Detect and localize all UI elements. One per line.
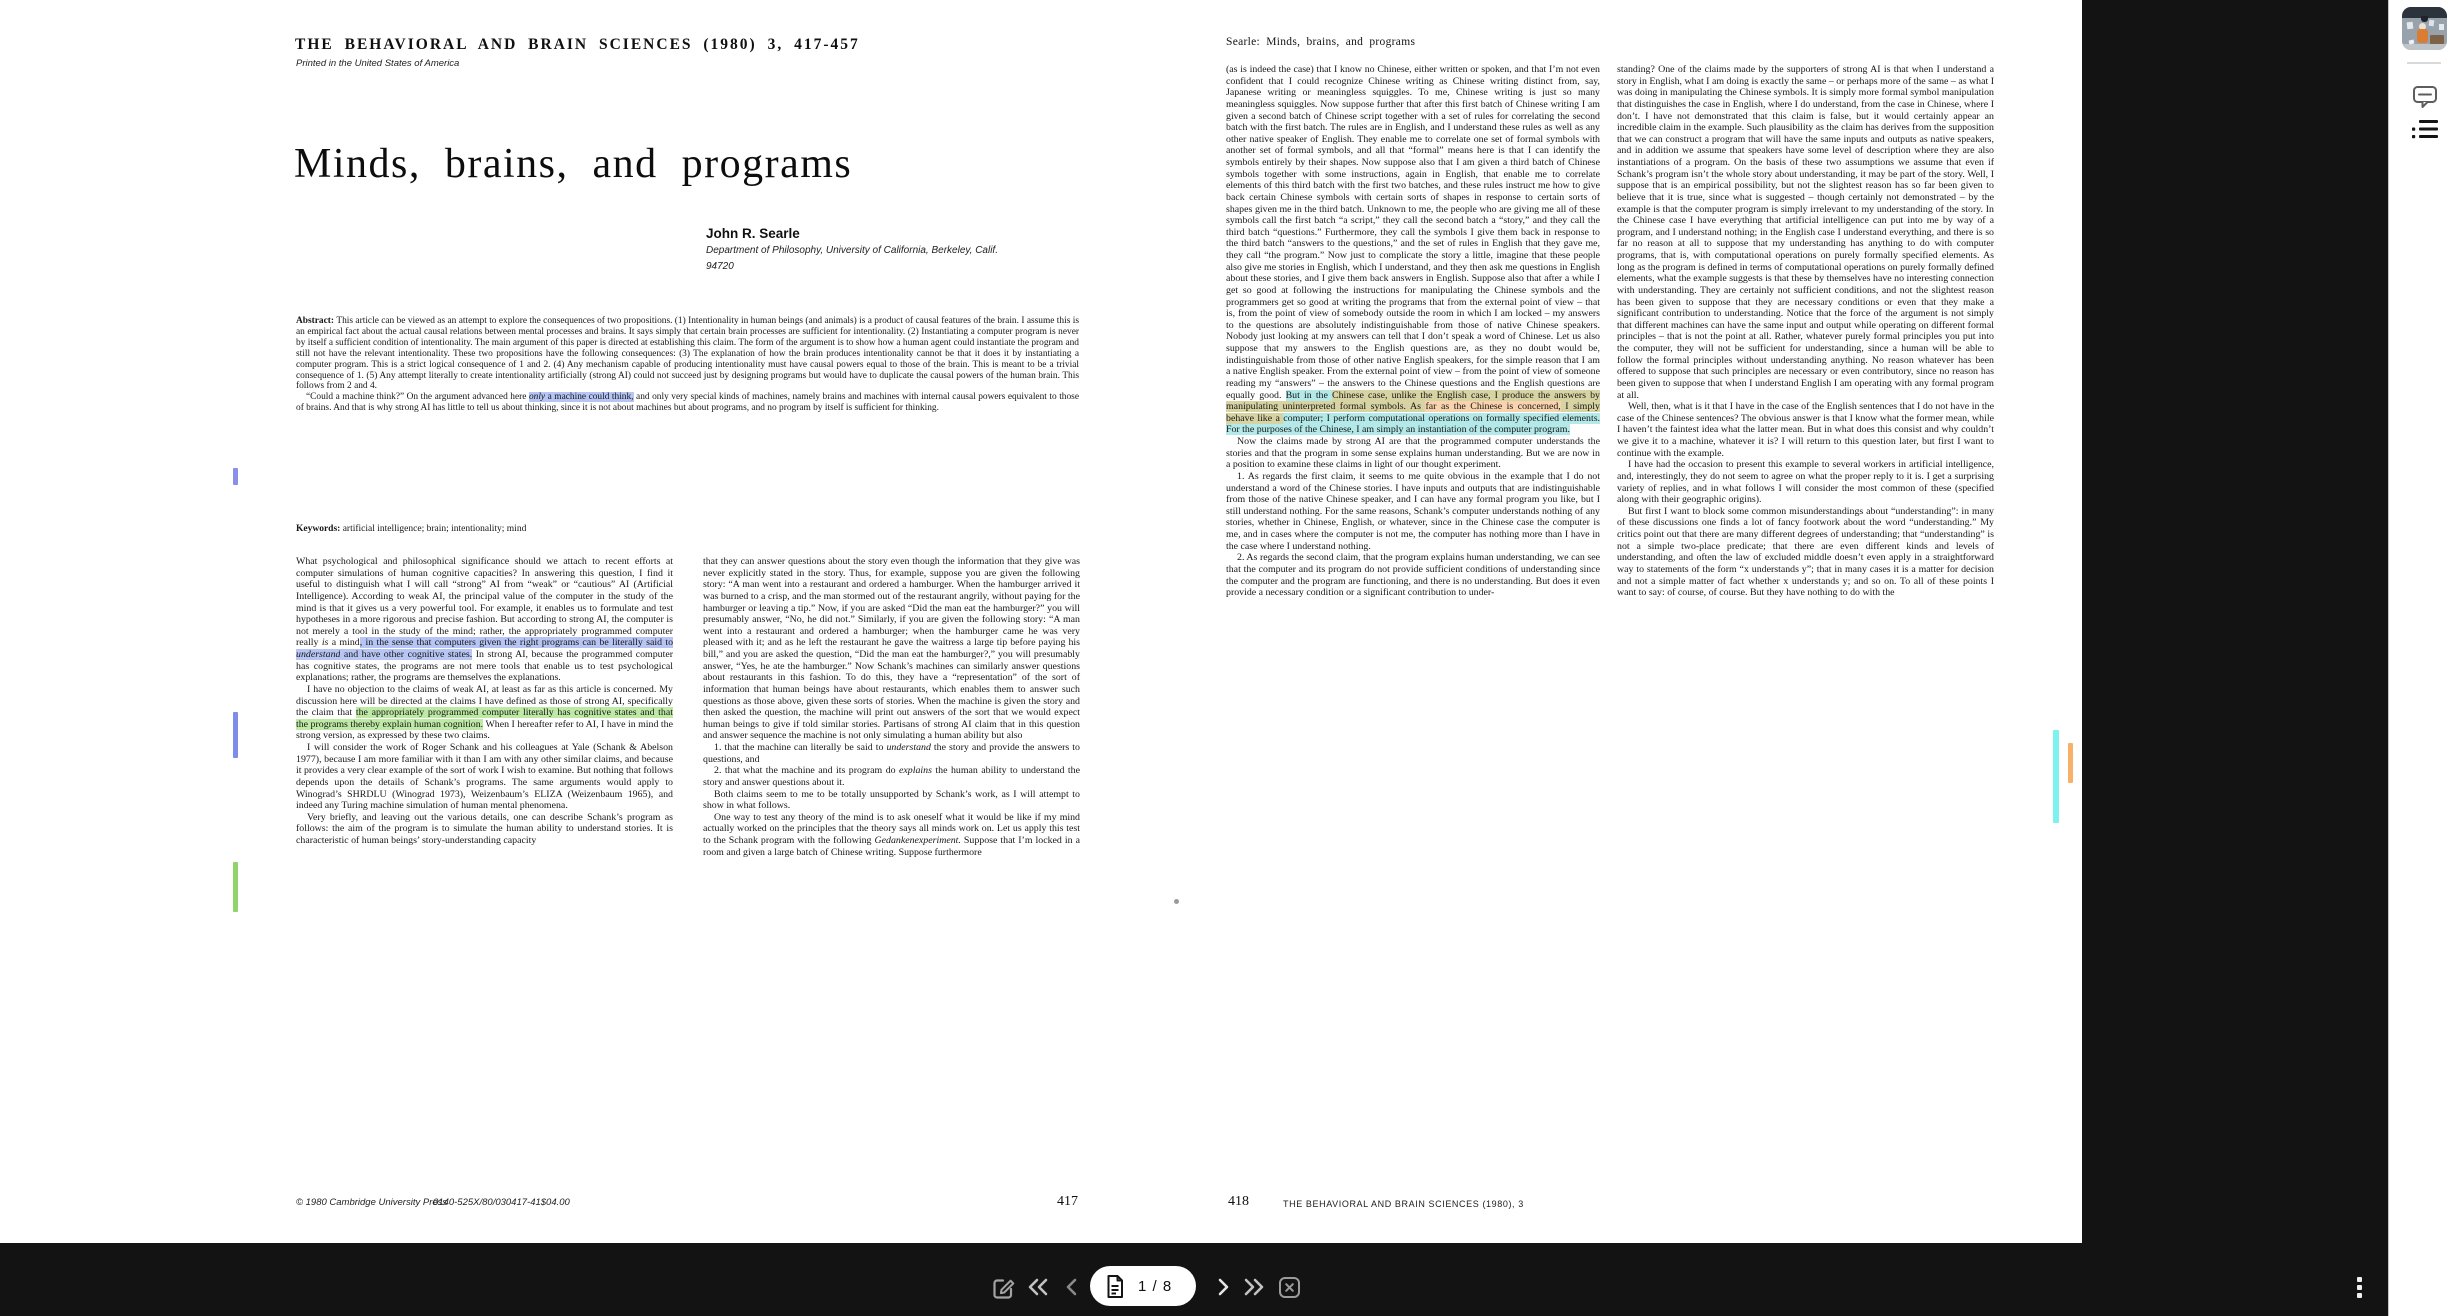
author-affiliation-line2: 94720	[706, 261, 734, 272]
annotation-dot[interactable]	[1174, 899, 1179, 904]
highlight-annotation[interactable]: a machine could think,	[545, 392, 634, 403]
paragraph: 1. As regards the first claim, it seems to me quite obvious in the example that I do not understand a word of the Chinese stories. I have inputs and outputs that are indistinguishable from those of the native Chinese speaker, and I can have any formal program you like, but I still understand nothing. For the same reasons, Schank’s computer understands nothing of any stories, whether in Chinese, English, or whatever, since in the Chinese case the computer is me, and in cases where the computer is not me, the computer has nothing more than I have in the case where I understand nothing.	[1226, 470, 1600, 552]
sidebar-divider	[2407, 62, 2441, 64]
margin-mark-orange-bar[interactable]	[2068, 743, 2073, 783]
footer-page-number-417: 417	[1057, 1194, 1078, 1209]
paragraph: 2. that what the machine and its program do explains the human ability to understand the story and answer questions about it.	[703, 765, 1080, 788]
margin-mark-blue-bar[interactable]	[233, 712, 238, 758]
paragraph: One way to test any theory of the mind is to ask oneself what it would be like if my mind actually worked on the principles that the theory says all minds work on. Let us apply this test to the Schank program with the following Gedankenexperiment. Suppose that I’m locked in a room and given a large batch of Chinese writing. Suppose furthermore	[703, 811, 1080, 858]
outline-list-icon[interactable]	[2411, 118, 2439, 140]
paragraph: Abstract: This article can be viewed as an attempt to explore the consequences of two propositions. (1) Intentionality in human beings (and animals) is a product of causal features of the brain. I assume this is an empirical fact about the actual causal relations between mental processes and brains. It says simply that certain brain processes are sufficient for intentionality. (2) Instantiating a computer program is never by itself a sufficient condition of intentionality. The main argument of this paper is directed at establishing this claim. The form of the argument is to show how a human agent could instantiate the program and still not have the relevant intentionality. These two propositions have the following consequences: (3) The explanation of how the brain produces intentionality cannot be that it does it by instantiating a computer program. This is a strict logical consequence of 1 and 2. (4) Any mechanism capable of producing intentionality must have causal powers equal to those of the brain. This is meant to be a trivial consequence of 1. (5) Any attempt literally to create intentionality artificially (strong AI) could not succeed just by designing programs but would have to duplicate the causal powers of the human brain. This follows from 2 and 4.	[296, 316, 1079, 392]
abstract-block	[296, 316, 1079, 414]
paragraph: I have had the occasion to present this example to several workers in artificial intelligence, and, interestingly, they do not seem to agree on what the proper reply to it is. I get a surprising variety of replies, and in what follows I will consider the most common of these (specified along with their geographic origins).	[1617, 459, 1994, 506]
author-name: John R. Searle	[706, 226, 800, 241]
paragraph: 2. As regards the second claim, that the program explains human understanding, we can see that the computer and its program do not provide sufficient conditions of understanding since the computer and the program are functioning, and there is no understanding. But does it even provide a necessary condition or a significant contribution to under-	[1226, 552, 1600, 599]
highlight-annotation[interactable]: But in the	[1285, 389, 1333, 401]
paragraph: that they can answer questions about the story even though the information that they give was never explicitly stated in the story. Thus, for example, suppose you are given the following story: “A man went into a restaurant and ordered a hamburger. When the hamburger arrived it was burned to a crisp, and the man stormed out of the restaurant angrily, without paying for the hamburger or leaving a tip.” Now, if you are asked “Did the man eat the hamburger?” you will presumably answer, “No, he did not.” Similarly, if you are given the following story: “A man went into a restaurant and ordered a hamburger; when the hamburger came he was very pleased with it; and as he left the restaurant he gave the waitress a large tip before paying his bill,” and you are asked the question, “Did the man eat the hamburger?,” you will presumably answer, “Yes, he ate the hamburger.” Now Schank’s machines can similarly answer questions about restaurants in this fashion. To do this, they have a “representation” of the sort of information that human beings have about restaurants, which enables them to answer such questions as those above, given these sorts of stories. When the machine is given the story and then asked the question, the machine will print out answers of the sort that we would expect human beings to give if told similar stories. Partisans of strong AI claim that in this question and answer sequence the machine is not only simulating a human ability but also	[703, 556, 1080, 742]
printed-note: Printed in the United States of America	[296, 58, 460, 69]
paragraph: “Could a machine think?” On the argument advanced here only a machine could think, and only very special kinds of machines, namely brains and machines with internal causal powers equivalent to those of brains. And that is why strong AI has little to tell us about thinking, since it is not about machines but about programs, and no program by itself is sufficient for thinking.	[296, 392, 1079, 414]
highlight-annotation[interactable]: and have other cognitive states.	[340, 649, 473, 660]
paragraph: Both claims seem to me to be totally unsupported by Schank’s work, as I will attempt to show in what follows.	[703, 788, 1080, 812]
page-indicator-text: 1 / 8	[1138, 1277, 1173, 1295]
running-head: Searle: Minds, brains, and programs	[1226, 36, 1416, 48]
page418-column-1	[1226, 64, 1600, 599]
paragraph: But first I want to block some common misunderstandings about “understanding”: in many of these discussions one finds a lot of fancy footwork about the word “understanding.” My critics point out that there are many different degrees of understanding; that “understanding” is not a simple two-place predicate; that there are even different kinds and levels of understanding, and often the law of excluded middle doesn’t even apply in a straightforward way to statements of the form “x understands y”; that in many cases it is a matter for decision and not a simple matter of fact whether x understands y; and so on. To all of these points I want to say: of course, of course. But they have nothing to do with the	[1617, 505, 1994, 599]
paragraph: 1. that the machine can literally be said to understand the story and provide the answers to questions, and	[703, 742, 1080, 765]
margin-mark-cyan-bar[interactable]	[2053, 730, 2059, 823]
comic-paper-2	[2429, 20, 2435, 27]
highlight-annotation[interactable]: I simply behave like a	[1226, 401, 1600, 424]
comic-figure-body	[2417, 29, 2428, 43]
highlight-annotation[interactable]: understand	[296, 649, 341, 660]
paragraph: I will consider the work of Roger Schank and his colleagues at Yale (Schank & Abelson 1977), because I am more familiar with it than I am with any other similar claims, and because it provides a very clear example of the sort of work I wish to examine. But nothing that follows depends upon the details of Schank’s programs. The same arguments would apply to Winograd’s SHRDLU (Winograd 1973), Weizenbaum’s ELIZA (Weizenbaum 1965), and indeed any Turing machine simulation of human mental phenomena.	[296, 742, 673, 812]
paragraph: What psychological and philosophical significance should we attach to recent efforts at computer simulations of human cognitive capacities? In answering this question, I find it useful to distinguish what I will call “strong” AI from “weak” or “cautious” AI (Artificial Intelligence). According to weak AI, the principal value of the computer in the study of the mind is that it gives us a very powerful tool. For example, it enables us to formulate and test hypotheses in a more rigorous and precise fashion. But according to strong AI, the computer is not merely a tool in the study of the mind; rather, the appropriately programmed computer really is a mind, in the sense that computers given the right programs can be literally said to understand and have other cognitive states. In strong AI, because the programmed computer has cognitive states, the programs are not mere tools that enable us to test psychological explanations; rather, the programs are themselves the explanations.	[296, 556, 674, 684]
last-page-icon[interactable]	[1242, 1277, 1266, 1297]
paragraph: Keywords: artificial intelligence; brain; intentionality; mind	[296, 524, 527, 534]
paragraph: (as is indeed the case) that I know no Chinese, either written or spoken, and that I’m not even confident that I could recognize Chinese writing as Chinese writing distinct from, say, Japanese writing or meaningless squiggles. To me, Chinese writing is just so many meaningless squiggles. Now suppose further that after this first batch of Chinese writing I am given a second batch of Chinese script together with a set of rules for correlating the second batch with the first batch. The rules are in English, and I understand these rules as well as any other native speaker of English. They enable me to correlate one set of formal symbols with another set of formal symbols, and all that “formal” means here is that I can identify the symbols entirely by their shapes. Now suppose also that I am given a third batch of Chinese symbols together with some instructions, again in English, that enable me to correlate elements of this third batch with the first two batches, and these rules instruct me how to give back certain Chinese symbols with certain sorts of shapes in response to certain sorts of shapes given me in the third batch. Unknown to me, the people who are giving me all of these symbols call the first batch “a script,” they call the second batch a “story,” and they call the third batch “questions.” Furthermore, they call the symbols I give them back in response to the third batch “answers to the questions,” and the set of rules in English that they gave me, they call “the program.” Now just to complicate the story a little, imagine that these people also give me stories in English, which I understand, and they then ask me questions in English about these stories, and I give them back answers in English. Suppose also that after a while I get so good at following the instructions for manipulating the Chinese symbols and the programmers get so good at writing the programs that from the external point of view – that is, from the point of view of somebody outside the room in which I am locked – my answers to the questions are absolutely indistinguishable from those of native Chinese speakers. Nobody just looking at my answers can tell that I don’t speak a word of Chinese. Let us also suppose that my answers to the English questions are, as they no doubt would be, indistinguishable from those of other native English speakers, for the simple reason that I am a native English speaker. From the external point of view – from the point of view of someone reading my “answers” – the answers to the Chinese questions and the English questions are equally good. But in the Chinese case, unlike the English case, I produce the answers by manipulating uninterpreted formal symbols. As far as the Chinese is concerned, I simply behave like a computer; I perform computational operations on formally specified elements. For the purposes of the Chinese, I am simply an instantiation of the computer program.	[1226, 64, 1601, 436]
page417-column-1	[296, 556, 673, 847]
page417-column-2	[703, 556, 1080, 858]
edit-annotation-icon[interactable]	[990, 1275, 1016, 1301]
comic-floor	[2402, 44, 2447, 50]
footer-journal-line: THE BEHAVIORAL AND BRAIN SCIENCES (1980), 3	[1283, 1199, 1524, 1209]
annotation-sidebar	[2388, 0, 2451, 1316]
footer-issn: 0140-525X/80/030417-41$04.00	[433, 1197, 570, 1208]
paragraph: Now the claims made by strong AI are that the programmed computer understands the stories and that the program in some sense explains human understanding. But we are now in a position to examine these claims in light of our thought experiment.	[1226, 436, 1600, 471]
paragraph: standing? One of the claims made by the supporters of strong AI is that when I understand a story in English, what I am doing is exactly the same – or perhaps more of the same – as what I was doing in manipulating the Chinese symbols. It is simply more formal symbol manipulation that distinguishes the case in English, where I do understand, from the case in Chinese, where I don’t. I have not demonstrated that this claim is false, but it would certainly appear an incredible claim in the example. Such plausibility as the claim has derives from the supposition that we can construct a program that will have the same inputs and outputs as native speakers, and in addition we assume that speakers have some level of description where they are also instantiations of a program. On the basis of these two assumptions we assume that even if Schank’s program isn’t the whole story about understanding, it may be part of the story. Well, I suppose that is an empirical possibility, but not the slightest reason has so far been given to believe that it is true, since what is suggested – though certainly not demonstrated – by the example is that the computer program is simply irrelevant to my understanding of the story. In the Chinese case I have everything that artificial intelligence can put into me by way of a program, and I understand nothing; in the English case I understand everything, and there is so far no reason at all to suppose that my understanding has anything to do with computer programs, that is, with computational operations on purely formally specified elements. As long as the program is defined in terms of computational operations on purely formally defined elements, what the example suggests is that these by themselves have no interesting connection with understanding. They are certainly not sufficient conditions, and not the slightest reason has been given to suppose that they are necessary conditions or even that they make a significant contribution to understanding. Notice that the force of the argument is not simply that different machines can have the same input and output while operating on different formal principles – that is not the point at all. Rather, whatever purely formal principles you put into the computer, they will not be sufficient for understanding, since a human will be able to follow the formal principles without understanding anything. No reason whatever has been offered to suppose that such principles are necessary or even contributory, since no reason has been given to suppose that when I understand English I am operating with any formal program at all.	[1617, 64, 1994, 401]
author-affiliation-line1: Department of Philosophy, University of California, Berkeley, Calif.	[706, 245, 998, 256]
first-page-icon[interactable]	[1026, 1277, 1050, 1297]
comic-paper-1	[2407, 22, 2414, 30]
highlight-annotation[interactable]: computer; I perform computational operations on formally specified elements. For the purposes of the Chinese, I am simply an instantiation of the computer program.	[1226, 412, 1601, 436]
page-title: Minds, brains, and programs	[294, 141, 853, 187]
next-page-icon[interactable]	[1214, 1277, 1232, 1297]
comic-desk	[2430, 35, 2444, 44]
close-document-icon[interactable]	[1278, 1276, 1301, 1299]
highlight-annotation[interactable]: only	[528, 392, 546, 403]
page418-column-2	[1617, 64, 1994, 599]
margin-mark-blue-tick-abstract[interactable]	[233, 468, 238, 485]
margin-mark-green-bar[interactable]	[233, 862, 238, 912]
keywords-line	[296, 524, 1079, 535]
document-icon	[1105, 1274, 1125, 1299]
highlight-annotation[interactable]: the appropriately programmed computer literally has cognitive states and that the programs thereby explain human cognition.	[296, 707, 673, 730]
comment-bubble-icon[interactable]	[2412, 84, 2438, 109]
paragraph: Well, then, what is it that I have in the case of the English sentences that I do not have in the case of the Chinese sentences? The obvious answer is that I know what the former mean, while I haven’t the faintest idea what the latter mean. But in what does this consist and why couldn’t we give it to a machine, whatever it is? I will return to this question later, but first I want to continue with the example.	[1617, 401, 1994, 459]
highlight-annotation[interactable]: Chinese case, unlike the English case, I produce the answers by manipulating uninterpreted formal symbols. As	[1226, 389, 1600, 413]
previous-page-icon[interactable]	[1063, 1277, 1081, 1297]
footer-page-number-418: 418	[1228, 1194, 1249, 1209]
comic-thumbnail[interactable]	[2402, 7, 2447, 50]
footer-copyright: © 1980 Cambridge University Press	[296, 1197, 448, 1208]
journal-header: THE BEHAVIORAL AND BRAIN SCIENCES (1980) 3, 417-457	[295, 36, 860, 53]
overflow-menu-icon[interactable]	[2357, 1277, 2362, 1301]
paragraph: Very briefly, and leaving out the various details, one can describe Schank’s program as follows: the aim of the program is to simulate the human ability to understand stories. It is characteristic of human beings’ story-understanding capacity	[296, 811, 673, 846]
highlight-annotation[interactable]: , in the sense that computers given the right programs can be literally said to	[359, 637, 674, 649]
page-indicator-pill[interactable]	[1090, 1266, 1196, 1306]
comic-lamp	[2421, 16, 2428, 22]
highlight-annotation[interactable]: far as the Chinese is concerned,	[1425, 401, 1561, 413]
paragraph: I have no objection to the claims of weak AI, at least as far as this article is concerned. My discussion here will be directed at the claims I have defined as those of strong AI, specifically the claim that the appropriately programmed computer literally has cognitive states and that the programs thereby explain human cognition. When I hereafter refer to AI, I have in mind the strong version, as expressed by these two claims.	[296, 683, 673, 742]
comic-paper-3	[2439, 24, 2444, 30]
